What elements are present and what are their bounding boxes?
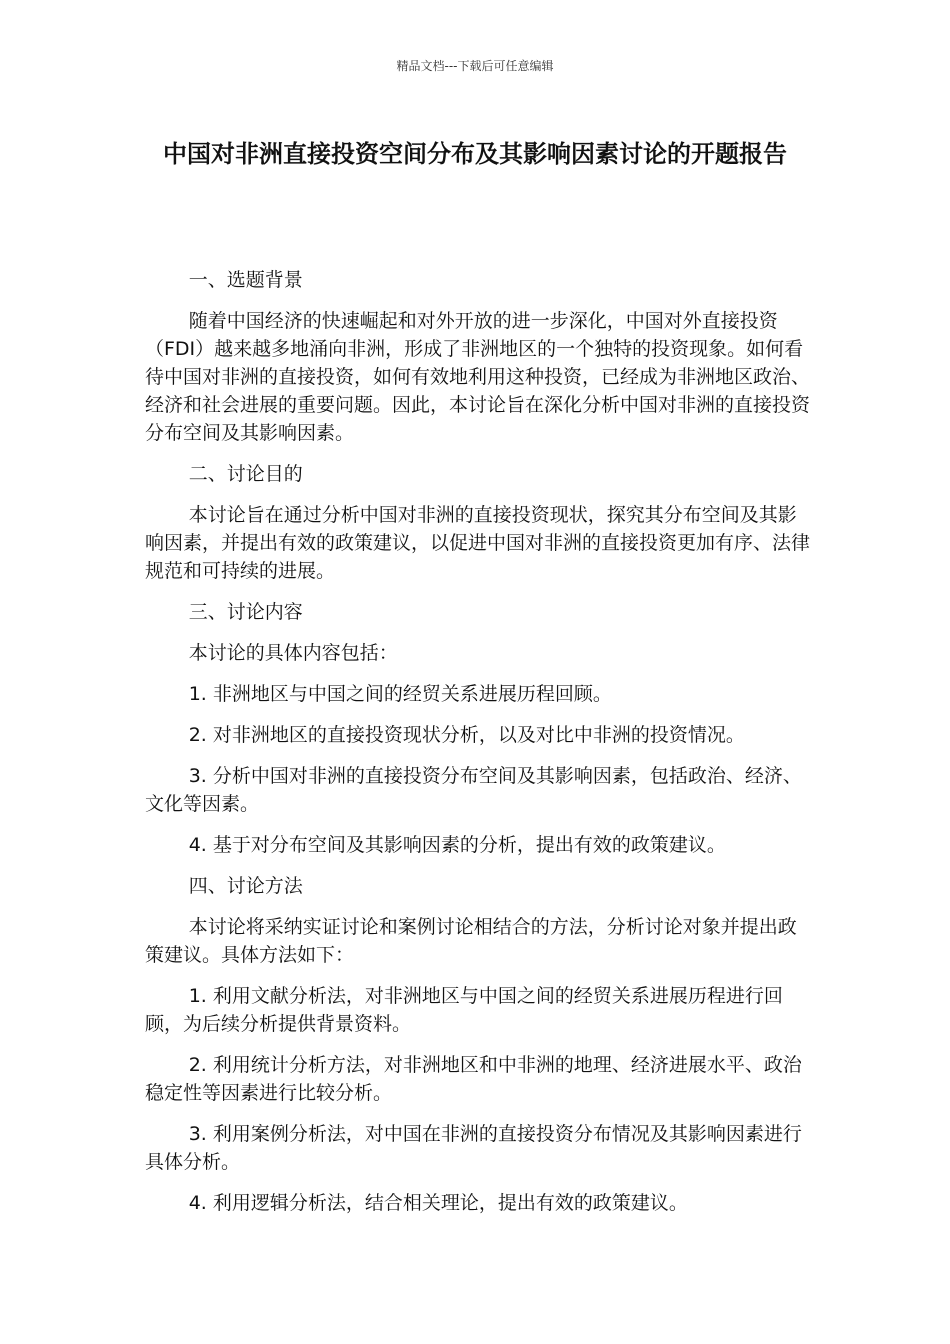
paragraph: 本讨论将采纳实证讨论和案例讨论相结合的方法，分析讨论对象并提出政策建议。具体方法如下： [145,916,797,966]
list-item: 1. 利用文献分析法，对非洲地区与中国之间的经贸关系进展历程进行回顾，为后续分析提供背景资料。 [145,985,783,1035]
list-item: 4. 利用逻辑分析法，结合相关理论，提出有效的政策建议。 [188,1192,688,1214]
list-item: 4. 基于对分布空间及其影响因素的分析，提出有效的政策建议。 [188,834,726,856]
document-body [145,266,815,1230]
section-heading-background: 一、选题背景 [188,269,303,291]
page-header-note: 精品文档---下载后可任意编辑 [396,59,554,73]
list-item: 1. 非洲地区与中国之间的经贸关系进展历程回顾。 [188,683,612,705]
paragraph: 本讨论的具体内容包括： [188,642,398,664]
document-title: 中国对非洲直接投资空间分布及其影响因素讨论的开题报告 [163,140,787,168]
list-item: 2. 对非洲地区的直接投资现状分析，以及对比中非洲的投资情况。 [188,724,745,746]
paragraph: 本讨论旨在通过分析中国对非洲的直接投资现状，探究其分布空间及其影响因素，并提出有效的政策建议，以促进中国对非洲的直接投资更加有序、法律规范和可持续的进展。 [145,504,811,582]
section-heading-purpose: 二、讨论目的 [188,463,303,485]
section-heading-method: 四、讨论方法 [188,875,303,897]
list-item: 2. 利用统计分析方法，对非洲地区和中非洲的地理、经济进展水平、政治稳定性等因素进行比较分析。 [145,1054,802,1104]
list-item: 3. 利用案例分析法，对中国在非洲的直接投资分布情况及其影响因素进行具体分析。 [145,1123,802,1173]
section-heading-content: 三、讨论内容 [188,601,303,623]
paragraph: 随着中国经济的快速崛起和对外开放的进一步深化，中国对外直接投资（FDI）越来越多地涌向非洲，形成了非洲地区的一个独特的投资现象。如何看待中国对非洲的直接投资，如何有效地利用这种投资，已经成为非洲地区政治、经济和社会进展的重要问题。因此，本讨论旨在深化分析中国对非洲的直接投资分布空间及其影响因素。 [145,310,811,444]
list-item: 3. 分析中国对非洲的直接投资分布空间及其影响因素，包括政治、经济、文化等因素。 [145,765,802,815]
